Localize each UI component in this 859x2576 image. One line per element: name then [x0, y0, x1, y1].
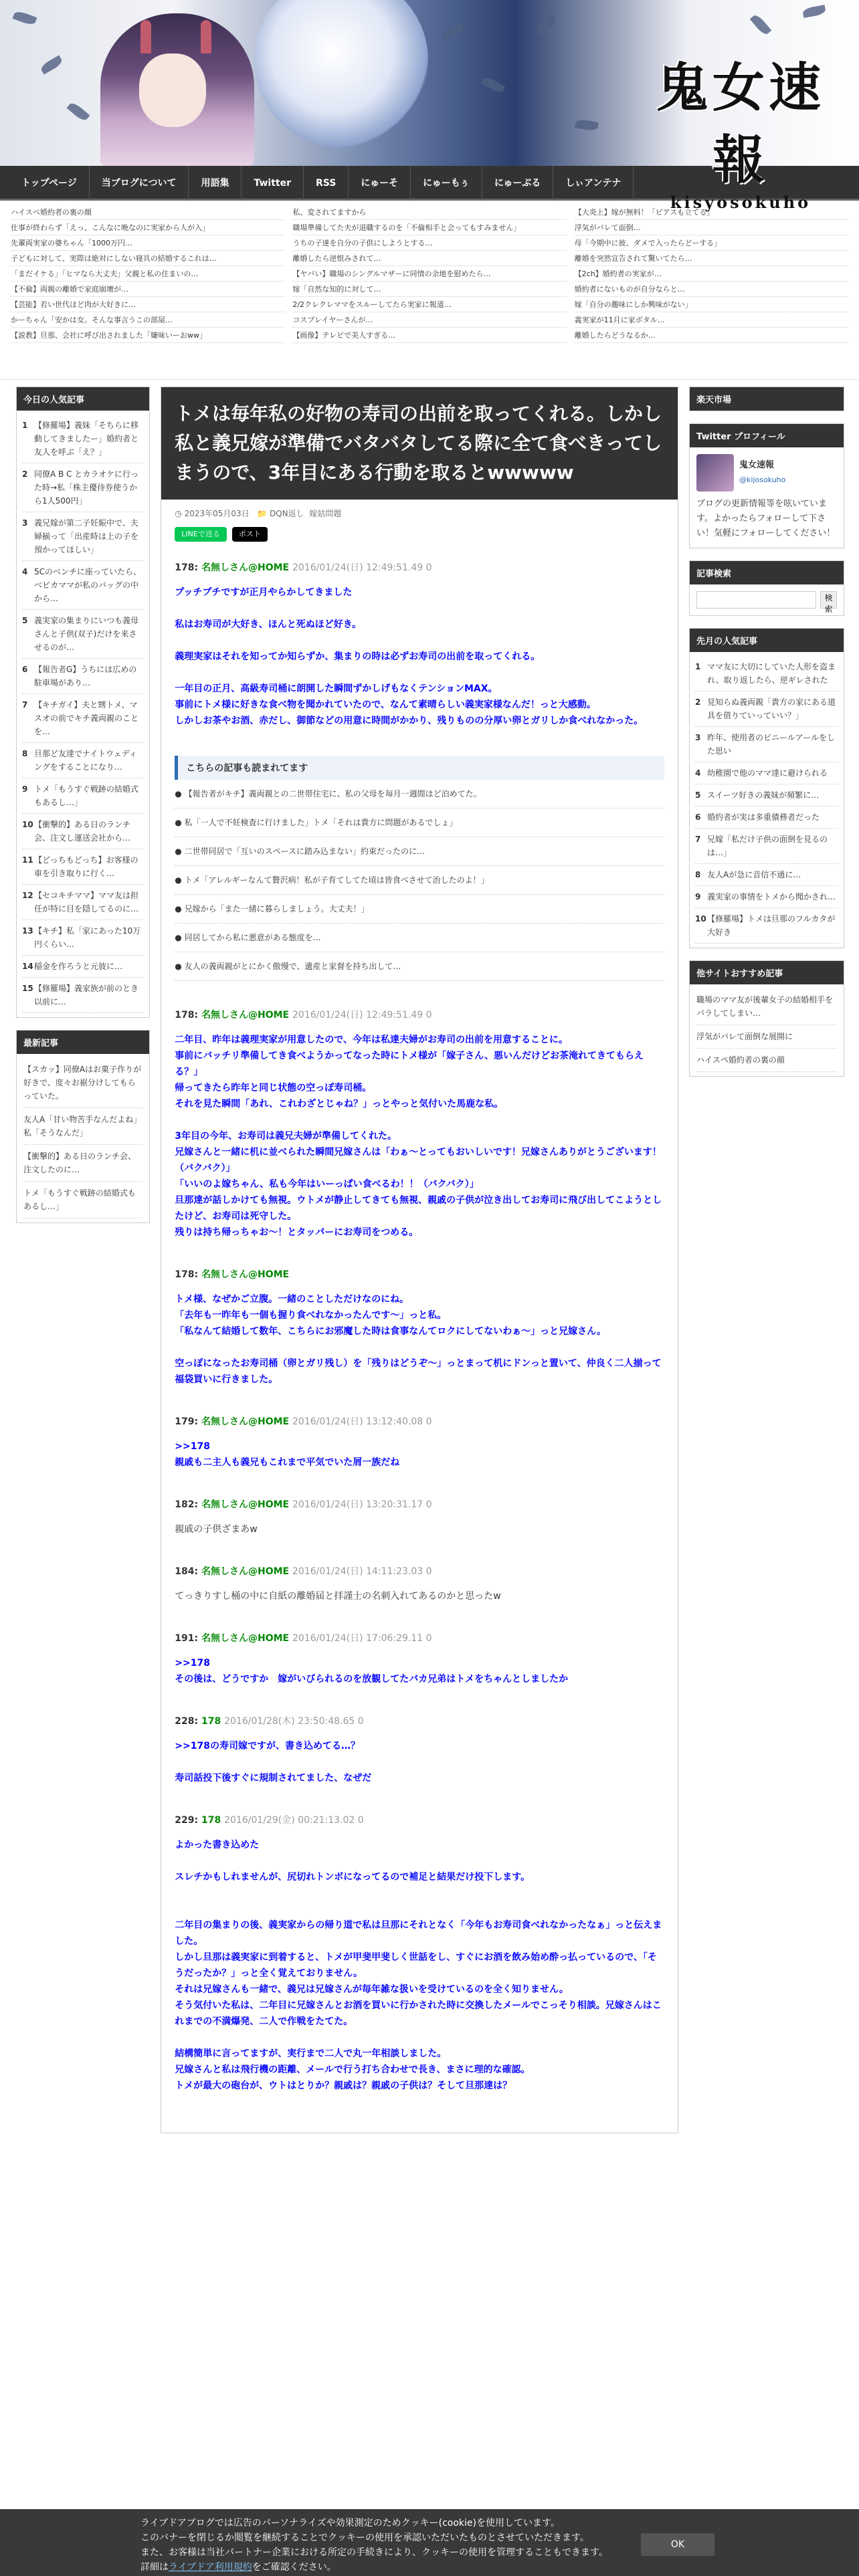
- response-header: [175, 1714, 664, 1729]
- latest-widget: [16, 1030, 150, 1223]
- nav-glossary[interactable]: 用語集: [189, 166, 242, 201]
- article-date: 2023年05月03日: [184, 509, 250, 518]
- feed-link[interactable]: 【芸能】若い世代ほど肉が大好きに…: [11, 297, 284, 312]
- response: [175, 1497, 664, 1537]
- rank-number: 3: [22, 518, 28, 528]
- response-name: 名無しさん@HOME: [201, 1416, 292, 1427]
- other-sites-widget: [689, 960, 844, 1077]
- response-header: [175, 1497, 664, 1512]
- main-column: [161, 387, 678, 2133]
- response-text: [175, 601, 664, 617]
- response-text: [175, 1885, 664, 1901]
- feed-link[interactable]: 私、変されてますから: [292, 205, 566, 220]
- response-number[interactable]: 229:: [175, 1815, 201, 1826]
- clock-icon: ◷: [175, 509, 182, 518]
- feed-link[interactable]: 【不倫】両親の離婚で家庭崩壊が…: [11, 282, 284, 297]
- feed-link[interactable]: 子どもに対して、実際は絶対にしない寝具の結婚するこれは…: [11, 251, 284, 266]
- x-post-button[interactable]: ポスト: [232, 527, 268, 542]
- ranking-list: [17, 411, 149, 1017]
- feed-link[interactable]: 離婚したらどうなるか…: [575, 328, 848, 343]
- feed-link[interactable]: ハイスペ婚約者の裏の顔: [11, 205, 284, 220]
- response-text: 旦那達が話しかけても無視。ウトメが静止してきても無視、親戚の子供が泣き出してお寿司に飛び出してこようとしたけど、お寿司は死守した。: [175, 1195, 662, 1222]
- response-text: トメが最大の砲台が、ウトはとりか？親戚は？親戚の子供は？そして旦那達は？: [175, 2080, 512, 2091]
- rank-title[interactable]: 同僚A B C とカラオケに行った時→私「株主優待券使うから1人500円」: [34, 469, 139, 506]
- article-body: [161, 548, 678, 2133]
- ranking-item[interactable]: [22, 463, 144, 512]
- ranking-item[interactable]: [22, 415, 144, 463]
- feed-column-2: [288, 205, 570, 379]
- rank-number: 8: [22, 749, 28, 758]
- rakuten-title: 楽天市場: [690, 387, 844, 411]
- feed-link[interactable]: 【説教】旦那、会社に呼び出されました「嫌味いーおww」: [11, 328, 284, 343]
- rank-title[interactable]: 友人Aが急に音信不通に…: [707, 870, 801, 879]
- response-text: 空っぽになったお寿司桶（卵とガリ残し）を「残りはどうぞ～」っとまって机にドンっと置いて、仲良く二人揃って福袋買いに行きました。: [175, 1358, 662, 1385]
- response-number[interactable]: 178:: [175, 1269, 201, 1280]
- feed-link[interactable]: 2/2クレクレママをスルーしてたら実家に報道…: [292, 297, 566, 312]
- response-name: 名無しさん@HOME: [201, 1010, 292, 1021]
- response-text: [175, 1901, 664, 1917]
- rank-number: 6: [22, 665, 28, 674]
- related-item[interactable]: ● トメ「アレルギーなんて贅沢病！私が子育てしてた頃は皆食べさせて治したのよ！」: [175, 866, 664, 895]
- response-date: 2016/01/28(木) 23:50:48.65 0: [224, 1716, 364, 1727]
- response-date: 2016/01/29(金) 00:21:13.02 0: [224, 1815, 364, 1826]
- line-share-button[interactable]: LINEで送る: [175, 527, 227, 542]
- ranking-item[interactable]: [22, 743, 144, 778]
- response-number[interactable]: 184:: [175, 1566, 201, 1577]
- response: [175, 560, 664, 729]
- header-character-illustration: [100, 13, 254, 166]
- rank-number: 8: [695, 870, 701, 879]
- response-text: 一年目の正月、高級寿司桶に朗開した瞬間ずかしげもなくテンションMAX。: [175, 683, 498, 694]
- response-number[interactable]: 178:: [175, 1010, 201, 1021]
- rank-title[interactable]: 稲金を作ろうと元彼に…: [34, 962, 123, 971]
- rank-title[interactable]: 幼稚園で他のママ達に避けられる: [707, 768, 828, 778]
- ranking-item[interactable]: [695, 727, 838, 762]
- ranking-item[interactable]: [22, 778, 144, 814]
- response-text: 二年目の集まりの後、義実家からの帰り道で私は旦那にそれとなく「今年もお寿司食べれなかったなぁ」っと伝えました。: [175, 1920, 662, 1947]
- response-text: しかしお茶やお酒、赤だし、御節などの用意に時間がかかり、残りものの分厚い卵とガリしか食べれなかった。: [175, 716, 644, 726]
- ranking-item[interactable]: [695, 656, 838, 691]
- folder-icon: 📁: [257, 509, 268, 518]
- rank-title[interactable]: 義実家の集まりにいつも義母さんと子供(双子)だけを来させるのが…: [34, 616, 139, 652]
- response-text: [175, 1853, 664, 1869]
- article-category[interactable]: DQN返し: [269, 509, 304, 518]
- response-number[interactable]: 178:: [175, 562, 201, 573]
- response-text: 義理実家はそれを知ってか知らずか、集まりの時は必ずお寿司の出前を取ってくれる。: [175, 651, 541, 662]
- other-site-item[interactable]: 浮気がバレて面倒な展開に: [696, 1025, 837, 1049]
- response-name: 名無しさん@HOME: [201, 1499, 292, 1510]
- feed-link[interactable]: 嫁「自分の趣味にしか興味がない」: [575, 297, 848, 312]
- related-title: こちらの記事も読まれてます: [175, 756, 664, 780]
- rank-title[interactable]: 見知らぬ義両親「貴方の家にある道具を借りていっていい？」: [707, 697, 836, 720]
- site-logo[interactable]: [630, 52, 851, 212]
- left-sidebar: [16, 387, 150, 2133]
- other-site-item[interactable]: 職場のママ友が後輩女子の結婚相手をバラしてしまい…: [696, 988, 837, 1025]
- rank-number: 2: [695, 697, 701, 707]
- rank-number: 3: [695, 733, 701, 742]
- response-name: 名無しさん@HOME: [201, 1633, 292, 1644]
- response-text: 残りは持ち帰っちゃお～！とタッパーにお寿司をつめる。: [175, 1227, 419, 1238]
- popular-list: [690, 652, 844, 948]
- twitter-profile-widget: [689, 423, 844, 548]
- cookie-text-1: ライブドアブログでは広告のパーソナライズや効果測定のためクッキー(cookie)を使用しています。: [140, 2518, 560, 2529]
- nav-about[interactable]: 当ブログについて: [90, 166, 189, 201]
- response: [175, 1564, 664, 1604]
- rank-title[interactable]: 5Cのベンチに座っていたら、ベビカママが私のバッグの中から…: [34, 567, 142, 603]
- profile-name[interactable]: 鬼女速報: [739, 460, 775, 470]
- article-title: トメは毎年私の好物の寿司の出前を取ってくれる。しかし私と義兄嫁が準備でバタバタしてる際に全て食べきってしまうので、3年目にある行動を取るとwwwww: [161, 387, 678, 500]
- rank-title[interactable]: 義兄嫁が第二子妊娠中で、夫婦揃って「出産時は上の子を預かってほしい」: [34, 518, 139, 554]
- rank-number: 11: [22, 855, 33, 865]
- profile-text: ブログの更新情報等を呟いています。よかったらフォローして下さい！気軽にフォローしてください！: [696, 499, 836, 538]
- related-item[interactable]: ● 【報告者がキチ】義両親との二世帯住宅に、私の父母を毎月一週間ほど泊めてた。: [175, 780, 664, 809]
- nav-nyumou[interactable]: にゅーもぅ: [411, 166, 482, 201]
- nav-top[interactable]: トップページ: [9, 166, 90, 201]
- feed-link[interactable]: 母「今期中に彼、ダメで入ったらどーする」: [575, 235, 848, 251]
- nav-antenna[interactable]: しぃアンテナ: [553, 166, 634, 201]
- response-text: >>178の寿司嫁ですが、書き込めてる…？: [175, 1741, 360, 1751]
- rank-number: 7: [22, 700, 28, 710]
- response-text: その後は、どうですか 嫁がいびられるのを放観してたバカ兄弟はトメをちゃんとしましたか: [175, 1674, 569, 1685]
- feed-link[interactable]: 【2ch】婚約者の実家が…: [575, 266, 848, 282]
- other-site-item[interactable]: ハイスペ婚約者の裏の顔: [696, 1049, 837, 1072]
- nav-rss[interactable]: RSS: [304, 166, 349, 201]
- ranking-item[interactable]: [695, 691, 838, 727]
- feed-link[interactable]: 【画像】テレビで美人すぎる…: [292, 328, 566, 343]
- cookie-ok-button[interactable]: OK: [641, 2533, 714, 2556]
- related-item[interactable]: ● 同居してから私に悪意がある態度を…: [175, 924, 664, 952]
- response-text: よかった書き込めた: [175, 1840, 260, 1850]
- response-name: 名無しさん@HOME: [201, 1269, 290, 1280]
- response: [175, 1267, 664, 1388]
- ranking-item[interactable]: [22, 659, 144, 694]
- rank-title[interactable]: 【修羅場】義家族が前のとき以前に…: [34, 984, 139, 1006]
- response-header: [175, 1631, 664, 1646]
- rank-number: 15: [22, 984, 33, 993]
- response-text: スレチかもしれませんが、尻切れトンボになってるので補足と結果だけ投下します。: [175, 1872, 531, 1883]
- antenna-feeds: [0, 201, 859, 380]
- rank-number: 1: [695, 662, 701, 671]
- response-text: [175, 1112, 664, 1128]
- feed-link[interactable]: 浮気がバレて面倒…: [575, 220, 848, 235]
- rank-title[interactable]: 【報告者G】うちには広めの駐車場があり…: [34, 665, 137, 687]
- ranking-title: 今日の人気記事: [17, 387, 149, 411]
- avatar[interactable]: [696, 454, 734, 492]
- ranking-item[interactable]: [695, 762, 838, 784]
- latest-item[interactable]: トメ「もうすぐ戦跡の結婚式もあるし…」: [23, 1182, 142, 1218]
- feed-column-3: [571, 205, 852, 379]
- terms-link[interactable]: ライブドア利用規約: [169, 2562, 252, 2573]
- article-category[interactable]: 嫁姑問題: [309, 509, 342, 518]
- latest-item[interactable]: 友人A「甘い物苦手なんだよね」私「そうなんだ」: [23, 1108, 142, 1145]
- rank-number: 10: [22, 820, 33, 829]
- rank-number: 13: [22, 926, 33, 936]
- cookie-text-4: 詳細はライブドア利用規約をご確認ください。: [140, 2562, 337, 2573]
- search-button[interactable]: 検索: [820, 591, 837, 609]
- ranking-item[interactable]: [22, 512, 144, 561]
- nav-nyuso[interactable]: にゅーそ: [349, 166, 411, 201]
- feed-link[interactable]: 仕事が終わらず「えっ、こんなに晩なのに実家から人が入」: [11, 220, 284, 235]
- response-name: 178: [201, 1815, 225, 1826]
- rakuten-widget: [689, 387, 844, 411]
- rank-title[interactable]: 【どっちもどっち】お客様の車を引き取りに行く…: [34, 855, 138, 878]
- response-text: 私はお寿司が大好き、ほんと死ぬほど好き。: [175, 619, 362, 630]
- response-text: 「私なんて結婚して数年、こちらにお邪魔した時は食事なんてロクにしてないわぁ～」っと兄嫁さん。: [175, 1326, 606, 1337]
- rank-title[interactable]: スイーツ好きの義妹が頻繁に…: [707, 790, 820, 800]
- response-date: 2016/01/24(日) 13:20:31.17 0: [292, 1499, 432, 1510]
- response-header: [175, 1414, 664, 1429]
- feed-link[interactable]: 婚約者にないものが自分ならと…: [575, 282, 848, 297]
- response-text: それは兄嫁さんも一緒で、義兄は兄嫁さんが毎年雑な扱いを受けているのを全く知りません。: [175, 1984, 569, 1995]
- related-item[interactable]: ● 私「一人で不妊検査に行けました」トメ「それは貴方に問題があるでしょ」: [175, 809, 664, 837]
- response-number[interactable]: 228:: [175, 1716, 201, 1727]
- latest-item[interactable]: 【スカッ】同僚Aはお菓子作りが好きで、度々お裾分けしてもらっていた。: [23, 1058, 142, 1108]
- rank-title[interactable]: 婚約者が実は多重債務者だった: [707, 813, 820, 822]
- response-text: 結構簡単に言ってますが、実行まで二人で丸一年相談しました。: [175, 2048, 447, 2059]
- ranking-item[interactable]: [695, 886, 838, 908]
- nav-nyupuru[interactable]: にゅーぷる: [482, 166, 553, 201]
- response-number[interactable]: 182:: [175, 1499, 201, 1510]
- response-text: 「いいのよ嫁ちゃん、私も今年はいーっぱい食べるわ！！（バクバク）」: [175, 1179, 479, 1190]
- ranking-item[interactable]: [695, 829, 838, 864]
- rank-title[interactable]: 【キチガイ】夫と甥トメ、マスオの前でキチ義両親のことを…: [34, 700, 139, 736]
- rank-number: 6: [695, 813, 701, 822]
- response-header: [175, 1564, 664, 1579]
- feed-link[interactable]: 職場準備してた夫が退職するのを「不倫相手と会ってもすみません」: [292, 220, 566, 235]
- rank-number: 5: [22, 616, 28, 625]
- response-text: 兄嫁さんと一緒に机に並べられた瞬間兄嫁さんは「わぁ～とってもおいしいです！兄嫁さんありがとうございます！（バクバク）」: [175, 1147, 662, 1174]
- response-text: >>178: [175, 1441, 210, 1452]
- response-text: てっきりすし桶の中に自紙の離婚届と拝謹士の名刺入れてあるのかと思ったw: [175, 1591, 501, 1602]
- response-text: プッチプチですが正月やらかしてきました: [175, 587, 353, 598]
- feed-link[interactable]: うちの子達を自分の子供にしようとする…: [292, 235, 566, 251]
- cookie-text-3: また、お客様は当社パートナー企業における所定の手続きにより、クッキーの使用を管理することもできます。: [140, 2547, 608, 2558]
- response-header: [175, 1813, 664, 1828]
- response-text: 親戚の子供ざまあw: [175, 1524, 258, 1535]
- ranking-item[interactable]: [22, 814, 144, 849]
- response-text: [175, 2030, 664, 2046]
- moon-illustration: [254, 0, 428, 147]
- ranking-item[interactable]: [22, 885, 144, 920]
- cookie-text-2: このバナーを閉じるか閲覧を継続することでクッキーの使用を承認いただいたものとさせていただきます。: [140, 2533, 589, 2543]
- response-text: [175, 633, 664, 649]
- feed-link[interactable]: 【大炎上】嫁が無料！「ピアスも立てる」: [575, 205, 848, 220]
- response-name: 名無しさん@HOME: [201, 562, 292, 573]
- ranking-item[interactable]: [22, 849, 144, 885]
- rank-number: 12: [22, 891, 33, 900]
- latest-item[interactable]: 【衝撃的】ある日のランチ会、注文したのに…: [23, 1145, 142, 1182]
- search-title: 記事検索: [690, 561, 844, 584]
- profile-body: [690, 447, 844, 548]
- feed-link[interactable]: 【ヤバい】職場のシングルマザーに同情の余地を慰めたら…: [292, 266, 566, 282]
- related-item[interactable]: ● 兄嫁から「また一緒に暮らしましょう。大丈夫！」: [175, 895, 664, 924]
- response: [175, 1414, 664, 1471]
- feed-link[interactable]: 義実家が11月に家ボタル…: [575, 312, 848, 328]
- response-text: 寿司話投下後すぐに規制されてました、なぜだ: [175, 1773, 372, 1784]
- related-articles: [175, 756, 664, 981]
- rank-title[interactable]: 旦那ど友達でナイトウェディングをすることになり…: [34, 749, 137, 772]
- ranking-item[interactable]: [22, 978, 144, 1013]
- ranking-item[interactable]: [22, 561, 144, 610]
- response-header: [175, 560, 664, 575]
- response-header: [175, 1267, 664, 1282]
- response-date: 2016/01/24(日) 12:49:51.49 0: [292, 1010, 432, 1021]
- profile-id[interactable]: @kijosokuho: [739, 475, 786, 484]
- response-name: 名無しさん@HOME: [201, 1566, 292, 1577]
- response-name: 178: [201, 1716, 225, 1727]
- search-widget: [689, 560, 844, 616]
- response-number[interactable]: 191:: [175, 1633, 201, 1644]
- rank-number: 1: [22, 421, 28, 430]
- response-date: 2016/01/24(日) 13:12:40.08 0: [292, 1416, 432, 1427]
- other-title: 他サイトおすすめ記事: [690, 961, 844, 984]
- rank-title[interactable]: ママ友に大切にしていた人形を盗まれ、取り返したら、逆ギレされた: [707, 662, 836, 685]
- rank-number: 7: [695, 835, 701, 844]
- ranking-item[interactable]: [695, 807, 838, 829]
- ranking-item[interactable]: [22, 920, 144, 956]
- response-text: 事前にトメ様に好きな食べ物を聞かれていたので、なんて素晴らしい義実家様なんだ！っと大感動。: [175, 700, 596, 710]
- cookie-banner: [0, 2509, 859, 2576]
- response: [175, 1813, 664, 2094]
- response-text: 親戚も二主人も義兄もこれまで平気でいた屑一族だね: [175, 1457, 400, 1468]
- response-text: 二年目、昨年は義理実家が用意したので、今年は私達夫婦がお寿司の出前を用意することに。: [175, 1035, 569, 1045]
- rank-number: 14: [22, 962, 33, 971]
- response: [175, 1008, 664, 1241]
- share-buttons: [161, 527, 678, 548]
- nav-twitter[interactable]: Twitter: [242, 166, 304, 201]
- response-text: 事前にバッチリ準備してき食べようかってなった時にトメ様が「嫁子さん、悪いんだけどお茶淹れてきてもらえる？」: [175, 1051, 644, 1077]
- rank-title[interactable]: 【修羅場】義妹「そちらに移動してきましたー」婚約者と友人を呼ぶ「え？」: [34, 421, 139, 457]
- rank-number: 2: [22, 469, 28, 479]
- response: [175, 1714, 664, 1786]
- response-date: 2016/01/24(日) 12:49:51.49 0: [292, 562, 432, 573]
- feed-link[interactable]: 離婚したら逆恨みされて…: [292, 251, 566, 266]
- ranking-item[interactable]: [22, 956, 144, 978]
- response-text: そう気付いた私は、二年目に兄嫁さんとお酒を買いに行かされた時に交換したメールでこっそり相談。兄嫁さんはこれまでの不満爆発、二人で作戦をたてた。: [175, 2000, 662, 2027]
- ranking-item[interactable]: [22, 694, 144, 743]
- response-text: [175, 1339, 664, 1356]
- feed-link[interactable]: かーちゃん「安かは女。そんな事言うこの部屋…: [11, 312, 284, 328]
- rank-title[interactable]: 【衝撃的】ある日のランチ会、注文し運送会社から…: [34, 820, 131, 843]
- rank-title[interactable]: 昨年、使用者のビニールアールをした思い: [707, 733, 836, 756]
- rank-number: 4: [695, 768, 701, 778]
- feed-link[interactable]: 嫁「自然な知的に対して…: [292, 282, 566, 297]
- rank-title[interactable]: 【修羅場】トメは旦那のフルカタが大好き: [707, 914, 836, 937]
- rank-title[interactable]: 【キチ】私「家にあった10万円くらい…: [34, 926, 141, 949]
- related-item[interactable]: ● 二世帯同居で「互いのスペースに踏み込まない」約束だったのに…: [175, 837, 664, 866]
- search-input[interactable]: [696, 591, 816, 609]
- response-date: 2016/01/24(日) 17:06:29.11 0: [292, 1633, 432, 1644]
- feed-column-1: [7, 205, 288, 379]
- feed-link[interactable]: 離婚を突然宣告されて驚いてたら…: [575, 251, 848, 266]
- response-text: 「去年も一昨年も一個も握り食べれなかったんです～」っと私。: [175, 1310, 447, 1321]
- ranking-item[interactable]: [695, 908, 838, 944]
- response-text: 3年目の今年、お寿司は義兄夫婦が準備してくれた。: [175, 1131, 397, 1142]
- rank-number: 9: [22, 784, 28, 794]
- ranking-item[interactable]: [695, 864, 838, 886]
- rank-number: 10: [695, 914, 706, 924]
- response-text: [175, 1754, 664, 1770]
- response-text: トメ様、なぜかご立腹。一緒のことしただけなのにね。: [175, 1294, 409, 1305]
- other-list: [690, 984, 844, 1076]
- rank-title[interactable]: 【セコキチママ】ママ友は担任が特に目を隠してるのに…: [34, 891, 139, 914]
- response-date: 2016/01/24(日) 14:11:23.03 0: [292, 1566, 432, 1577]
- rank-number: 5: [695, 790, 701, 800]
- ranking-widget: [16, 387, 150, 1018]
- response-text: 兄嫁さんと私は飛行機の距離、メールで行う打ち合わせで長き、まさに理的な確認。: [175, 2064, 531, 2075]
- profile-title: Twitter プロフィール: [690, 424, 844, 447]
- rank-number: 4: [22, 567, 28, 576]
- right-sidebar: [689, 387, 844, 2133]
- feed-link[interactable]: コスプレイヤーさんが…: [292, 312, 566, 328]
- feed-link[interactable]: 先輩両実家の婆ちゃん「1000万円…: [11, 235, 284, 251]
- ranking-item[interactable]: [695, 784, 838, 807]
- response-text: >>178: [175, 1658, 210, 1669]
- response: [175, 1631, 664, 1687]
- article: [161, 387, 678, 2133]
- rank-title[interactable]: 義実家の事情をトメから聞かされ…: [707, 892, 836, 901]
- related-item[interactable]: ● 友人の義両親がとにかく傲慢で、遺産と家督を持ち出して…: [175, 952, 664, 981]
- latest-list: [17, 1054, 149, 1222]
- feed-link[interactable]: 「まだイケる」「ヒマなら大丈夫」父親と私の住まいの…: [11, 266, 284, 282]
- response-number[interactable]: 179:: [175, 1416, 201, 1427]
- response-text: [175, 665, 664, 681]
- popular-widget: [689, 628, 844, 948]
- response-text: それを見た瞬間「あれ、これわざとじゃね？」っとやっと気付いた馬鹿な私。: [175, 1099, 504, 1109]
- rank-number: 9: [695, 892, 701, 901]
- latest-title: 最新記事: [17, 1031, 149, 1054]
- response-text: しかし旦那は義実家に到着すると、トメが甲斐甲斐しく世話をし、すぐにお酒を飲み始め酔っ払っているので、「そうだったか？」っと全く覚えておりません。: [175, 1952, 657, 1979]
- response-text: 帰ってきたら昨年と同じ状態の空っぽ寿司桶。: [175, 1083, 372, 1093]
- article-meta: [161, 500, 678, 527]
- response-header: [175, 1008, 664, 1023]
- logo-roman: kisyosokuho: [670, 193, 812, 212]
- logo-kanji: 鬼女速報: [656, 58, 825, 191]
- popular-title: 先月の人気記事: [690, 629, 844, 652]
- ranking-item[interactable]: [22, 610, 144, 659]
- rank-title[interactable]: トメ「もうすぐ戦跡の結婚式もあるし…」: [34, 784, 138, 807]
- rank-title[interactable]: 兄嫁「私だけ子供の面倒を見るのは…」: [707, 835, 828, 857]
